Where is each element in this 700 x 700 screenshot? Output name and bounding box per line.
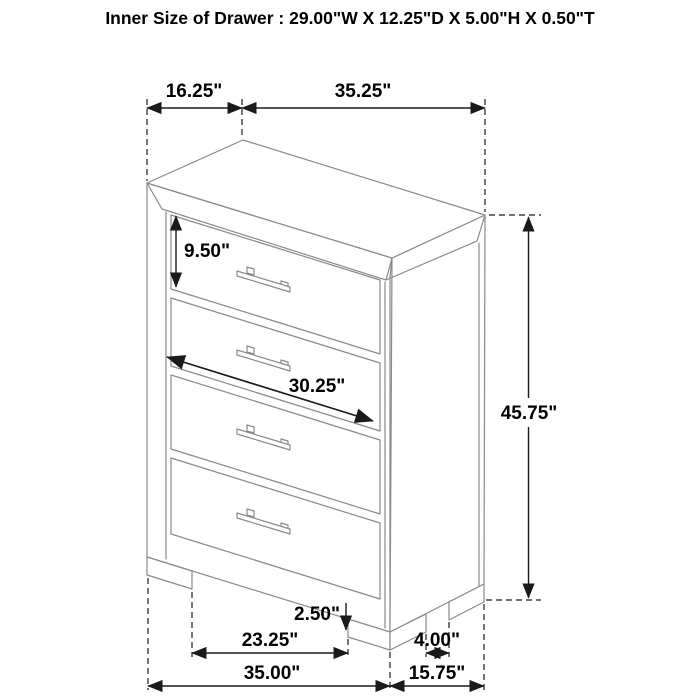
dim-top-drawer-height-label: 9.50": [184, 241, 230, 262]
dim-total-height-label: 45.75": [500, 403, 558, 424]
dim-top-depth-label: 16.25": [165, 81, 223, 102]
dim-base-width-label: 35.00": [243, 663, 301, 684]
dim-toe-clearance-label: 2.50": [294, 604, 340, 625]
dim-top-width-label: 35.25": [334, 81, 392, 102]
dim-total-height: [486, 215, 557, 600]
dim-side-leg-gap-label: 4.00": [414, 630, 460, 651]
dim-toe-clearance: [294, 603, 346, 630]
page-title: Inner Size of Drawer : 29.00"W X 12.25"D X 5.00"H X 0.50"T: [105, 8, 595, 28]
chest-side-panel: [390, 215, 485, 632]
dim-drawer-inner-width-label: 30.25": [288, 376, 346, 397]
dim-base-depth-label: 15.75": [408, 663, 466, 684]
dim-front-leg-span-label: 23.25": [241, 630, 299, 651]
